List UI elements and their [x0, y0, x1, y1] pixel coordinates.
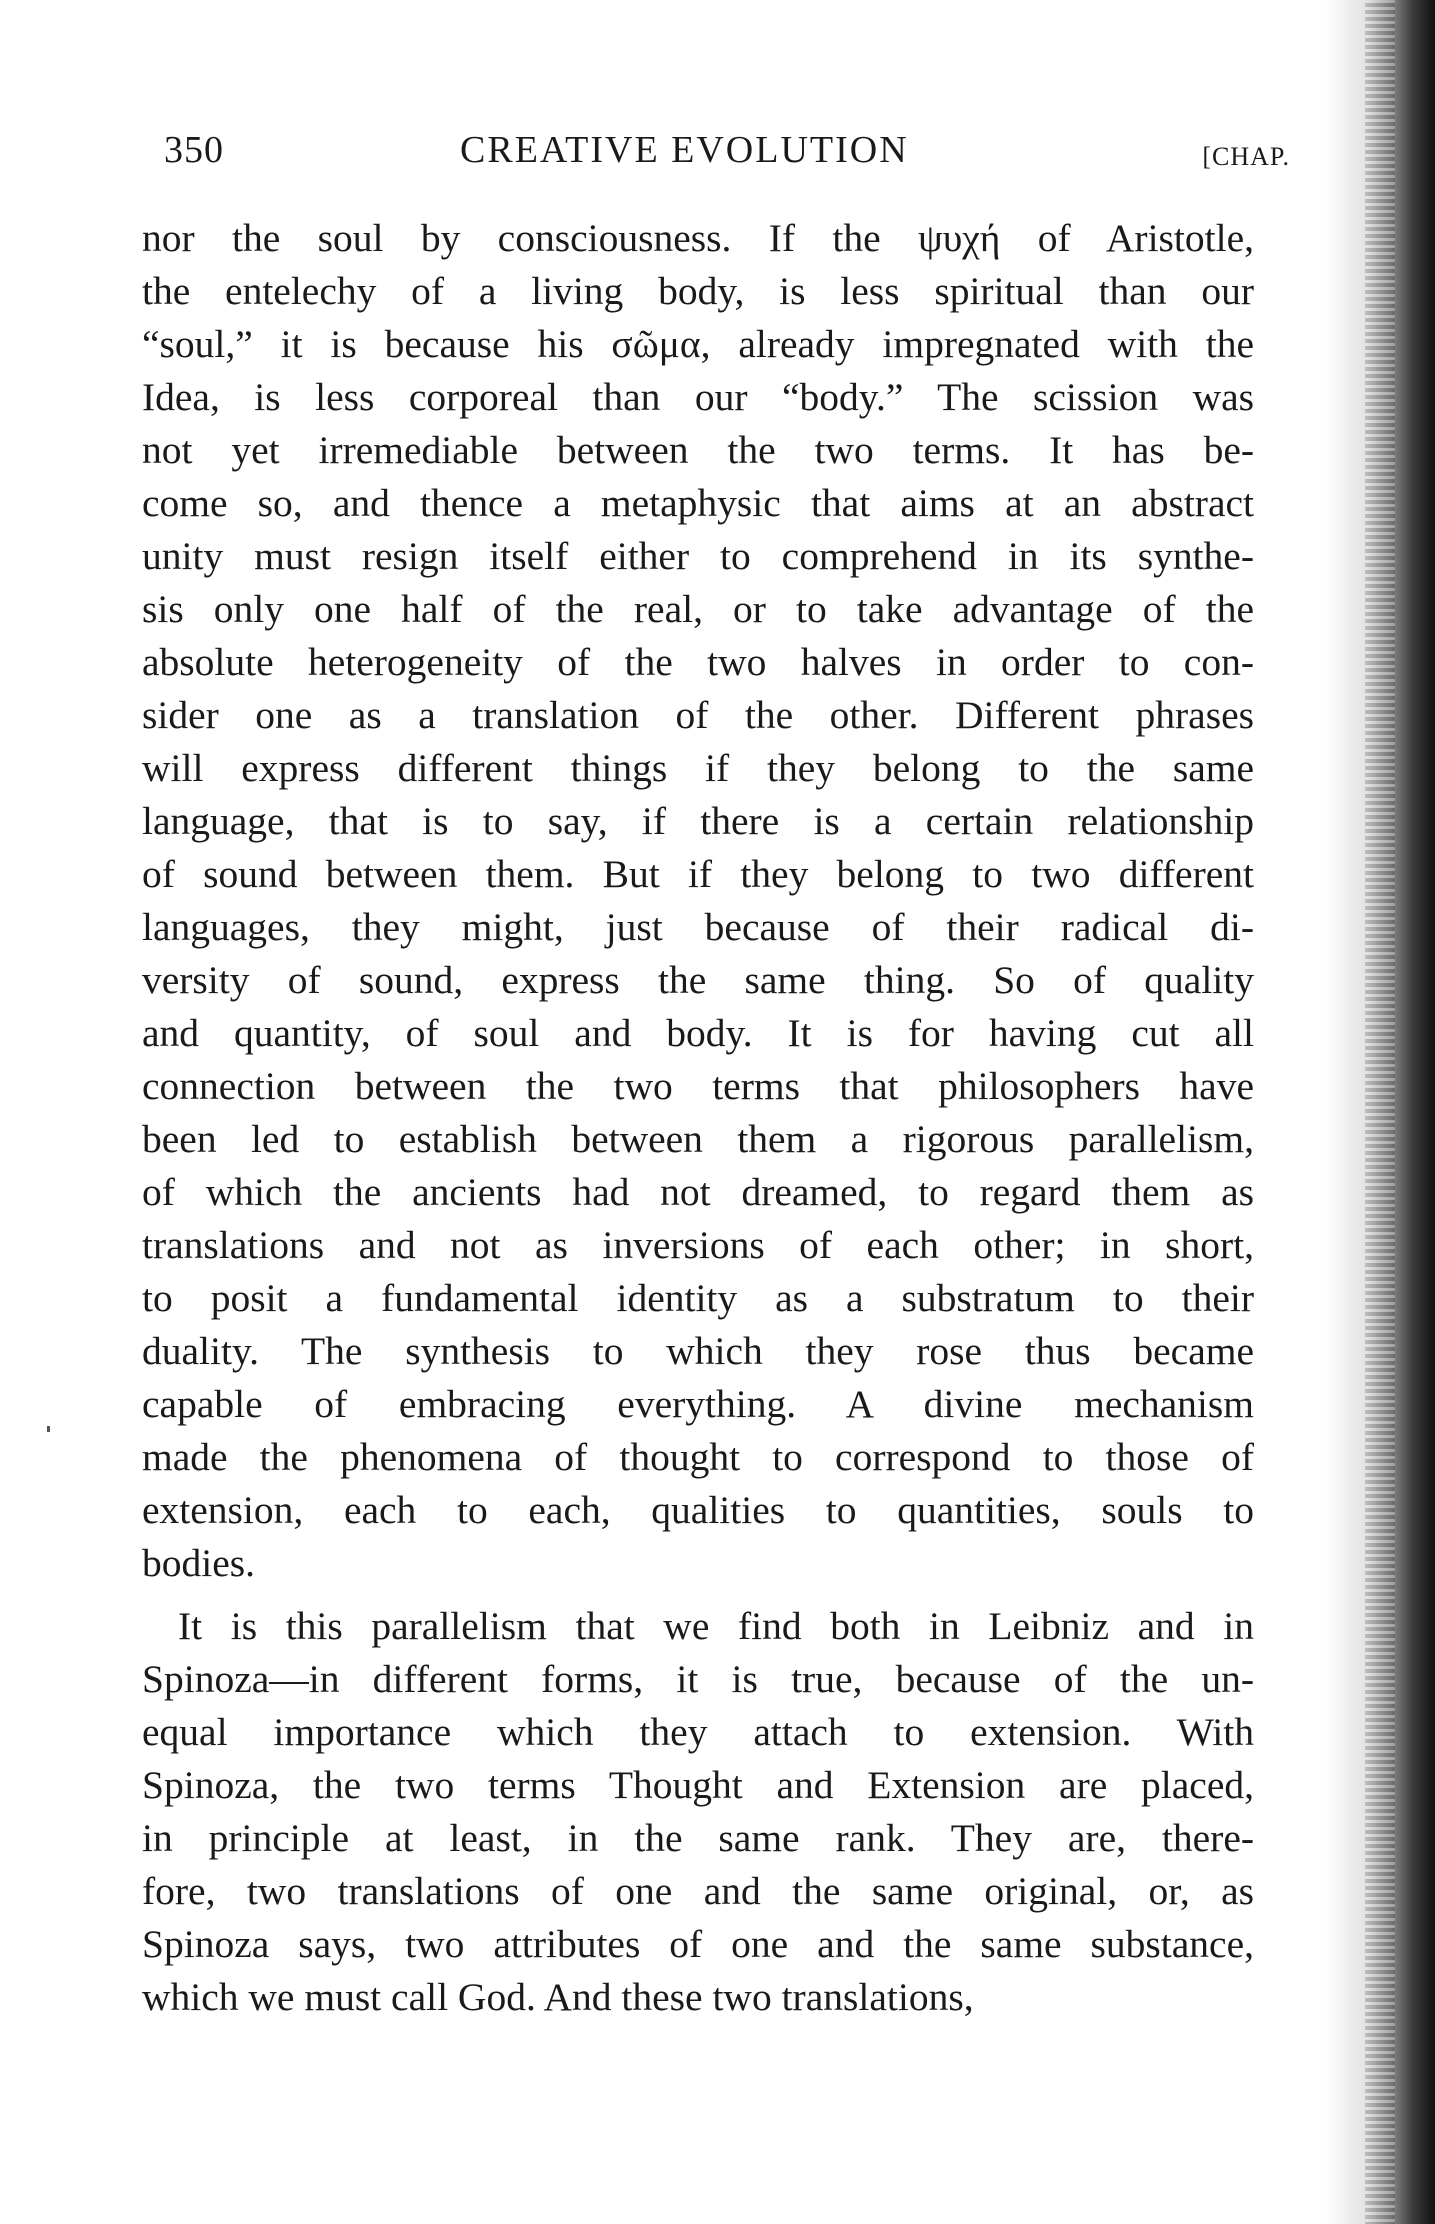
text-line: bodies. [142, 1541, 256, 1585]
text-line: been led to establish between them a rigorous parallelism, [142, 1117, 1254, 1161]
paragraph [142, 1600, 1254, 2024]
text-line: “soul,” it is because his σῶμα, already impregnated with the [142, 322, 1254, 366]
paragraph [142, 212, 1254, 1590]
text-line: duality. The synthesis to which they rose thus became [142, 1329, 1254, 1373]
text-line: which we must call God. And these two translations, [142, 1975, 974, 2019]
text-line: Spinoza says, two attributes of one and the same substance, [142, 1922, 1254, 1966]
text-line: made the phenomena of thought to correspond to those of [142, 1435, 1254, 1479]
running-title: CREATIVE EVOLUTION [460, 129, 909, 171]
page-edge-speckle [1365, 0, 1395, 2224]
paragraph-gap [142, 1590, 1254, 1600]
text-line: unity must resign itself either to comprehend in its synthe- [142, 534, 1254, 578]
text-line: and quantity, of soul and body. It is for having cut all [142, 1011, 1254, 1055]
text-line: Spinoza—in different forms, it is true, because of the un- [142, 1657, 1254, 1701]
page-number: 350 [164, 129, 224, 171]
text-line: connection between the two terms that philosophers have [142, 1064, 1254, 1108]
text-line: language, that is to say, if there is a certain relationship [142, 799, 1254, 843]
text-line: of which the ancients had not dreamed, to regard them as [142, 1170, 1254, 1214]
text-line: not yet irremediable between the two terms. It has be- [142, 428, 1254, 472]
chapter-mark: [CHAP. [1202, 142, 1290, 171]
text-line: in principle at least, in the same rank. They are, there- [142, 1816, 1254, 1860]
text-line: to posit a fundamental identity as a substratum to their [142, 1276, 1254, 1320]
text-line: fore, two translations of one and the same original, or, as [142, 1869, 1254, 1913]
text-line: will express different things if they belong to the same [142, 746, 1254, 790]
text-line: the entelechy of a living body, is less spiritual than our [142, 269, 1254, 313]
text-line: of sound between them. But if they belong to two different [142, 852, 1254, 896]
text-line: sider one as a translation of the other. Different phrases [142, 693, 1254, 737]
text-line: equal importance which they attach to extension. With [142, 1710, 1254, 1754]
text-line: capable of embracing everything. A divine mechanism [142, 1382, 1254, 1426]
page-header [140, 128, 1290, 188]
text-line: absolute heterogeneity of the two halves in order to con- [142, 640, 1254, 684]
stray-ink-mark [47, 1426, 50, 1432]
text-line: nor the soul by consciousness. If the ψυχή of Aristotle, [142, 216, 1254, 260]
text-line: come so, and thence a metaphysic that aims at an abstract [142, 481, 1254, 525]
text-line: sis only one half of the real, or to take advantage of the [142, 587, 1254, 631]
text-line: It is this parallelism that we find both in Leibniz and in [178, 1604, 1254, 1648]
text-line: translations and not as inversions of each other; in short, [142, 1223, 1254, 1267]
text-line: Idea, is less corporeal than our “body.” The scission was [142, 375, 1254, 419]
text-line: versity of sound, express the same thing. So of quality [142, 958, 1254, 1002]
text-line: extension, each to each, qualities to quantities, souls to [142, 1488, 1254, 1532]
body-text [142, 212, 1254, 2024]
text-line: Spinoza, the two terms Thought and Extension are placed, [142, 1763, 1254, 1807]
text-line: languages, they might, just because of their radical di- [142, 905, 1254, 949]
